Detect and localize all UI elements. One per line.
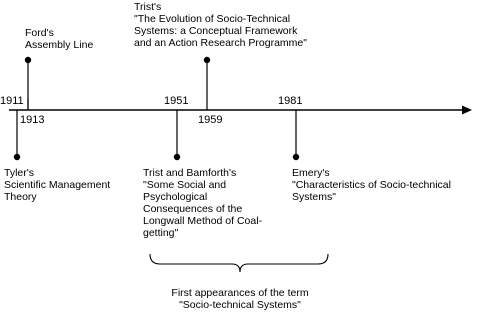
event-trist-label: Trist's "The Evolution of Socio-Technical Systems: a Conceptual Framework and an Action Research Programme"	[134, 1, 307, 49]
year-1913: 1913	[20, 114, 45, 126]
marker-tyler	[14, 154, 20, 160]
bracket-caption: First appearances of the term "Socio-technical Systems"	[171, 287, 309, 311]
event-tyler-label: Tyler's Scientific Management Theory	[4, 167, 111, 203]
timeline-arrowhead	[462, 106, 472, 115]
event-trist-bamforth-label: Trist and Bamforth's "Some Social and Psychological Consequences of the Longwall Method of Coal- getting"	[143, 167, 263, 239]
year-1951: 1951	[164, 95, 189, 107]
year-1959: 1959	[198, 114, 223, 126]
marker-emery	[293, 154, 299, 160]
event-ford-label: Ford's Assembly Line	[25, 27, 94, 51]
marker-ford	[25, 57, 31, 63]
marker-trist	[204, 57, 210, 63]
event-emery-label: Emery's "Characteristics of Socio-technical Systems"	[292, 167, 451, 203]
year-1981: 1981	[278, 95, 303, 107]
marker-trist-bamforth	[174, 154, 180, 160]
curly-bracket	[150, 254, 328, 272]
year-1911: 1911	[0, 95, 24, 107]
